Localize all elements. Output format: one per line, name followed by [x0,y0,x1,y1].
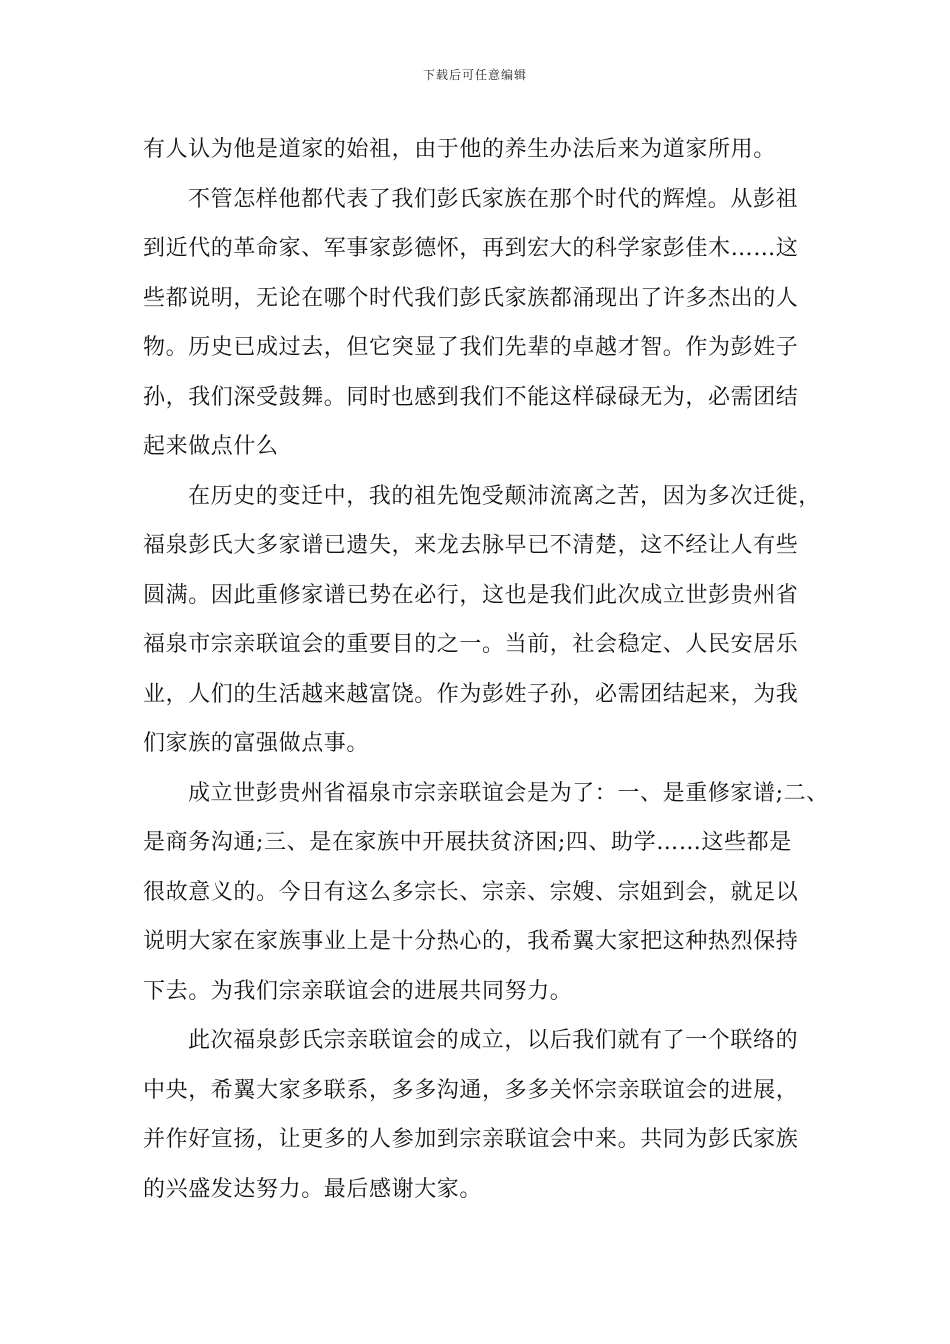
text-line: 到近代的革命家、军事家彭德怀，再到宏大的科学家彭佳木……这 [143,236,799,261]
text-line: 下去。为我们宗亲联谊会的进展共同努力。 [143,978,573,1004]
text-line: 在历史的变迁中，我的祖先饱受颠沛流离之苦，因为多次迁徙， [188,483,821,509]
text-line: 物。历史已成过去，但它突显了我们先辈的卓越才智。作为彭姓子 [143,335,799,360]
text-line: 此次福泉彭氏宗亲联谊会的成立，以后我们就有了一个联络的 [188,1028,799,1053]
document-body [143,125,829,1214]
text-line: 福泉市宗亲联谊会的重要目的之一。当前，社会稳定、人民安居乐 [143,632,799,657]
text-line: 的兴盛发达努力。最后感谢大家。 [143,1176,483,1202]
text-line: 圆满。因此重修家谱已势在必行，这也是我们此次成立世彭贵州省 [143,582,799,608]
text-line: 并作好宣扬，让更多的人参加到宗亲联谊会中来。共同为彭氏家族 [143,1127,799,1152]
page-header: 下载后可任意编辑 [422,68,527,82]
text-line: 业，人们的生活越来越富饶。作为彭姓子孙，必需团结起来，为我 [143,681,799,707]
text-line: 孙，我们深受鼓舞。同时也感到我们不能这样碌碌无为，必需团结 [143,384,799,410]
text-line: 起来做点什么 [143,434,279,459]
text-line: 们家族的富强做点事。 [143,731,370,756]
text-line: 是商务沟通;三、是在家族中开展扶贫济困;四、助学……这些都是 [143,830,792,855]
text-line: 有人认为他是道家的始祖，由于他的养生办法后来为道家所用。 [143,137,776,162]
text-line: 不管怎样他都代表了我们彭氏家族在那个时代的辉煌。从彭祖 [188,186,799,212]
text-line: 中央，希翼大家多联系，多多沟通，多多关怀宗亲联谊会的进展， [143,1077,799,1103]
text-line: 福泉彭氏大多家谱已遗失，来龙去脉早已不清楚，这不经让人有些 [143,533,799,558]
text-line: 些都说明，无论在哪个时代我们彭氏家族都涌现出了许多杰出的人 [143,285,799,311]
text-line: 很故意义的。今日有这么多宗长、宗亲、宗嫂、宗姐到会，就足以 [143,879,799,905]
text-line: 说明大家在家族事业上是十分热心的，我希翼大家把这种热烈保持 [143,929,799,954]
text-line: 成立世彭贵州省福泉市宗亲联谊会是为了：一、是重修家谱;二、 [188,780,829,806]
